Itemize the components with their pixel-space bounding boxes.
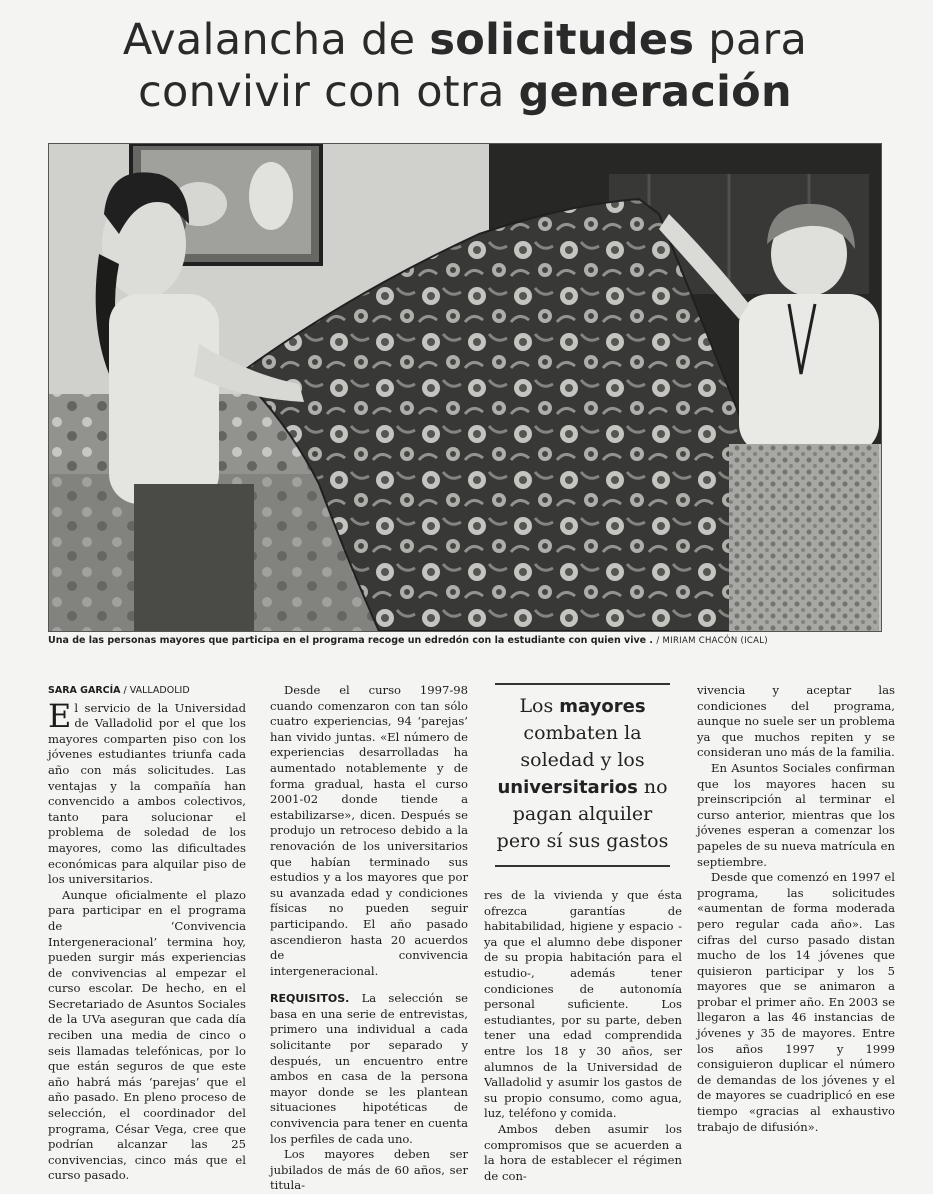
pull-quote-emphasis: mayores: [559, 696, 646, 717]
headline-emphasis: generación: [518, 67, 792, 117]
paragraph: Desde el curso 1997-98 cuando comenzaron con tan sólo cuatro experiencias, 94 ‘parejas’ han vivido juntas. «El número de experiencias desarrolladas ha aumentado notablemente y de forma gradual, hasta el curso 2001-02 donde tiende a estabilizarse», dicen. Después se produjo un retroceso debido a la renovación de los universitarios que habían terminado sus estudios y a los mayores que por su avanzada edad y condiciones físicas no pueden seguir participando. El año pasado ascendieron hasta 20 acuerdos de convivencia intergeneracional.: [270, 683, 468, 978]
photo-credit: / MIRIAM CHACÓN (ICAL): [656, 636, 768, 646]
article-column-3: [484, 888, 682, 1184]
article-column-2: [270, 683, 468, 1194]
headline-part: para: [694, 15, 808, 65]
paragraph-text: l servicio de la Universidad de Valladolid por el que los mayores comparten piso con los jóvenes estudiantes triunfa cada año con más solicitudes. Las ventajas y la compañía han convencido a ambos colectivos, tanto para solucionar el problema de soledad de los mayores, como las dificultades económicas para alquilar piso de los universitarios.: [48, 700, 246, 887]
headline-part: convivir con otra: [138, 67, 519, 117]
caption-text: Una de las personas mayores que participa en el programa recoge un edredón con la estudiante con quien vive .: [48, 635, 657, 646]
headline-part: Avalancha de: [122, 15, 430, 65]
paragraph: res de la vivienda y que ésta ofrezca garantías de habitabilidad, higiene y espacio -ya que el alumno debe disponer de su propia habitación para el estudio-, además tener condiciones de autonomía personal suficiente. Los estudiantes, por su parte, deben tener una edad comprendida entre los 18 y 30 años, ser alumnos de la Universidad de Valladolid y asumir los gastos de su propio consumo, como agua, luz, teléfono y comida.: [484, 888, 682, 1121]
paragraph-text: La selección se basa en una serie de entrevistas, primero una individual a cada solicitante por separado y después, un encuentro entre ambos en casa de la persona mayor donde se les plantean situaciones hipotéticas de convivencia para tener en cuenta los perfiles de cada uno.: [270, 991, 468, 1146]
paragraph: Los mayores deben ser jubilados de más de 60 años, ser titula-: [270, 1147, 468, 1193]
byline: [48, 683, 246, 699]
article-column-4: [697, 683, 895, 1135]
dropcap: E: [48, 696, 72, 735]
photo-caption: [48, 635, 880, 646]
byline-author: SARA GARCÍA: [48, 685, 121, 696]
headline-line-1: [40, 14, 890, 66]
paragraph: [270, 991, 468, 1147]
paragraph: Aunque oficialmente el plazo para participar en el programa de ‘Convivencia Intergeneracional’ termina hoy, pueden surgir más experiencias de convivencias al empezar el curso escolar. De hecho, en el Secretariado de Asuntos Sociales de la UVa aseguran que cada día reciben una media de cinco o seis llamadas telefónicas, por lo que están seguros de que este año habrá más ‘parejas’ que el año pasado. En pleno proceso de selección, el coordinador del programa, César Vega, cree que podrían alcanzar las 25 convivencias, cinco más que el curso pasado.: [48, 887, 246, 1183]
paragraph: vivencia y aceptar las condiciones del programa, aunque no suele ser un problema ya que muchos repiten y se consideran uno más de la familia.: [697, 683, 895, 760]
pull-quote-emphasis: universitarios: [497, 777, 638, 798]
pull-quote-part: combaten la soledad y los: [520, 722, 645, 771]
paragraph: Ambos deben asumir los compromisos que se acuerden a la hora de establecer el régimen de con-: [484, 1121, 682, 1183]
article-column-1: [48, 683, 246, 1184]
section-heading: REQUISITOS.: [270, 992, 350, 1006]
headline: [40, 14, 890, 118]
pull-quote-part: no pagan alquiler pero sí sus gastos: [496, 776, 669, 852]
pull-quote-part: Los: [519, 695, 560, 717]
article-photo: [48, 143, 882, 632]
headline-emphasis: solicitudes: [429, 15, 695, 65]
paragraph: En Asuntos Sociales confirman que los mayores hacen su preinscripción al terminar el curso anterior, mientras que los jóvenes esperan a comenzar los papeles de su nueva matrícula en septiembre.: [697, 760, 895, 869]
paragraph: [48, 696, 246, 888]
headline-line-2: [40, 66, 890, 118]
byline-place: / VALLADOLID: [120, 685, 190, 696]
paragraph: Desde que comenzó en 1997 el programa, las solicitudes «aumentan de forma moderada pero regular cada año». Las cifras del curso pasado distan mucho de los 14 jóvenes que quisieron participar y los 5 mayores que se animaron a probar el primer año. En 2003 se llegaron a las 46 instancias de jóvenes y 35 de mayores. Entre los años 1997 y 1999 consiguieron duplicar el número de demandas de los jóvenes y el de mayores se cuadriplicó en ese tiempo «gracias al exhaustivo trabajo de difusión».: [697, 870, 895, 1134]
photo-illustration: [49, 144, 881, 631]
pull-quote: [495, 683, 670, 867]
